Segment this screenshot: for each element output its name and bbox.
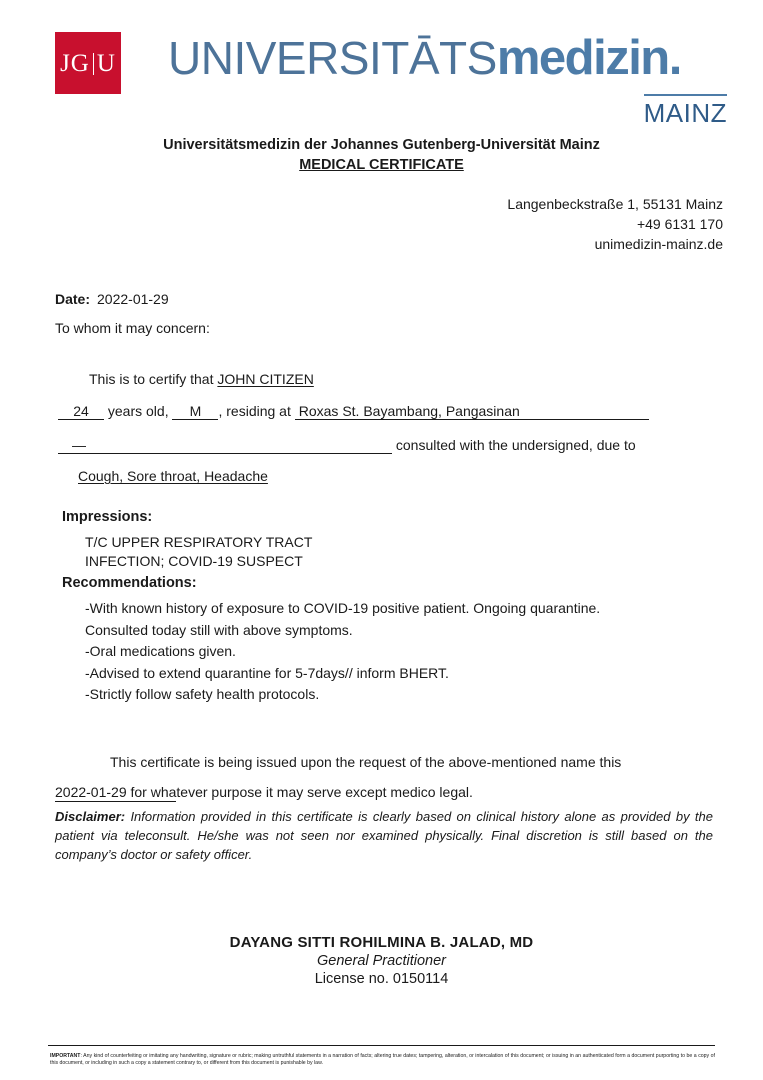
jgu-logo-left: JG [60,49,90,77]
address-website: unimedizin-mainz.de [594,236,723,252]
footer-text: : Any kind of counterfeiting or imitating any handwriting, signature or rubric; making untruthful statements in a narration of facts; altering true dates; tampering, alteration, or intercalation of this document; or issuing in an authenticated form a document purporting to be a copy of this document, or including in such a copy a statement contrary to, or different from this document is punishable by law. [50,1053,715,1066]
jgu-logo-icon [55,32,121,94]
recommendation-line: -Strictly follow safety health protocols. [85,686,320,702]
consulted-line [58,437,636,454]
signatory-license: License no. 0150114 [314,971,449,987]
footer-label: IMPORTANT [50,1053,81,1059]
salutation: To whom it may concern: [55,320,210,336]
residing-label: , residing at [218,403,291,419]
age-value: 24 [58,403,104,420]
jgu-logo-text [60,51,116,76]
recommendation-line: -Advised to extend quarantine for 5-7days// inform BHERT. [85,664,449,681]
consulted-text: consulted with the undersigned, due to [395,437,636,453]
impressions-body [85,533,312,571]
recommendations-body [85,598,600,706]
footer-divider [48,1045,715,1046]
disclaimer-label: Disclaimer: [55,809,126,824]
wordmark-light: UNIVERSITĀTS [168,32,497,84]
age-label: years old, [107,403,169,419]
recommendation-line: -With known history of exposure to COVID-19 positive patient. Ongoing quarantine. [85,600,601,616]
patient-name-value: JOHN CITIZEN [217,371,314,387]
patient-details-line [58,403,649,420]
symptoms-line [78,468,268,484]
jgu-logo-right: U [96,49,116,77]
certify-line [89,371,314,387]
letterhead [0,0,763,130]
impressions-line: T/C UPPER RESPIRATORY TRACT [85,534,313,550]
recommendations-heading: Recommendations: [62,575,197,591]
date-label: Date: [55,291,91,307]
date-value: 2022-01-29 [97,291,169,307]
wordmark-bold: medizin. [496,31,681,85]
wordmark-city: MAINZ [644,94,727,126]
recommendation-line: Consulted today still with above symptoms. [85,621,353,638]
impressions-heading: Impressions: [62,509,153,525]
issuance-rest: tever purpose it may serve except medico legal. [176,784,473,800]
issuance-date-blank: 2022-01-29 for wha [55,784,177,800]
recommendation-line: -Oral medications given. [85,643,236,659]
disclaimer [55,807,713,864]
jgu-logo-divider [93,53,94,75]
signatory-role: General Practitioner [317,953,446,969]
extra-blank-value: — [58,437,392,454]
symptoms-value: Cough, Sore throat, Headache [78,468,268,484]
certify-prefix: This is to certify that [89,371,214,387]
date-row [55,291,169,307]
footer-legal-note [50,1053,715,1066]
address-street: Langenbeckstraße 1, 55131 Mainz [507,196,723,212]
address-block [507,194,723,254]
issuance-line1: This certificate is being issued upon the request of the above-mentioned name this [110,754,622,770]
issuance-paragraph [55,747,715,807]
page-title: MEDICAL CERTIFICATE [299,157,464,173]
signatory-name: DAYANG SITTI ROHILMINA B. JALAD, MD [229,934,534,951]
signature-block [0,934,763,987]
disclaimer-text: Information provided in this certificate is clearly based on clinical history alone as provided by the patient via teleconsult. He/she was not seen nor examined physically. Final discretion is still based on the company’s doctor or safety officer. [55,809,713,862]
organization-name: Universitätsmedizin der Johannes Gutenberg-Universität Mainz [163,137,600,153]
wordmark [168,31,681,85]
address-phone: +49 6131 170 [636,216,723,232]
residence-value: Roxas St. Bayambang, Pangasinan [295,403,649,420]
sex-value: M [172,403,218,420]
impressions-line: INFECTION; COVID-19 SUSPECT [85,553,303,569]
